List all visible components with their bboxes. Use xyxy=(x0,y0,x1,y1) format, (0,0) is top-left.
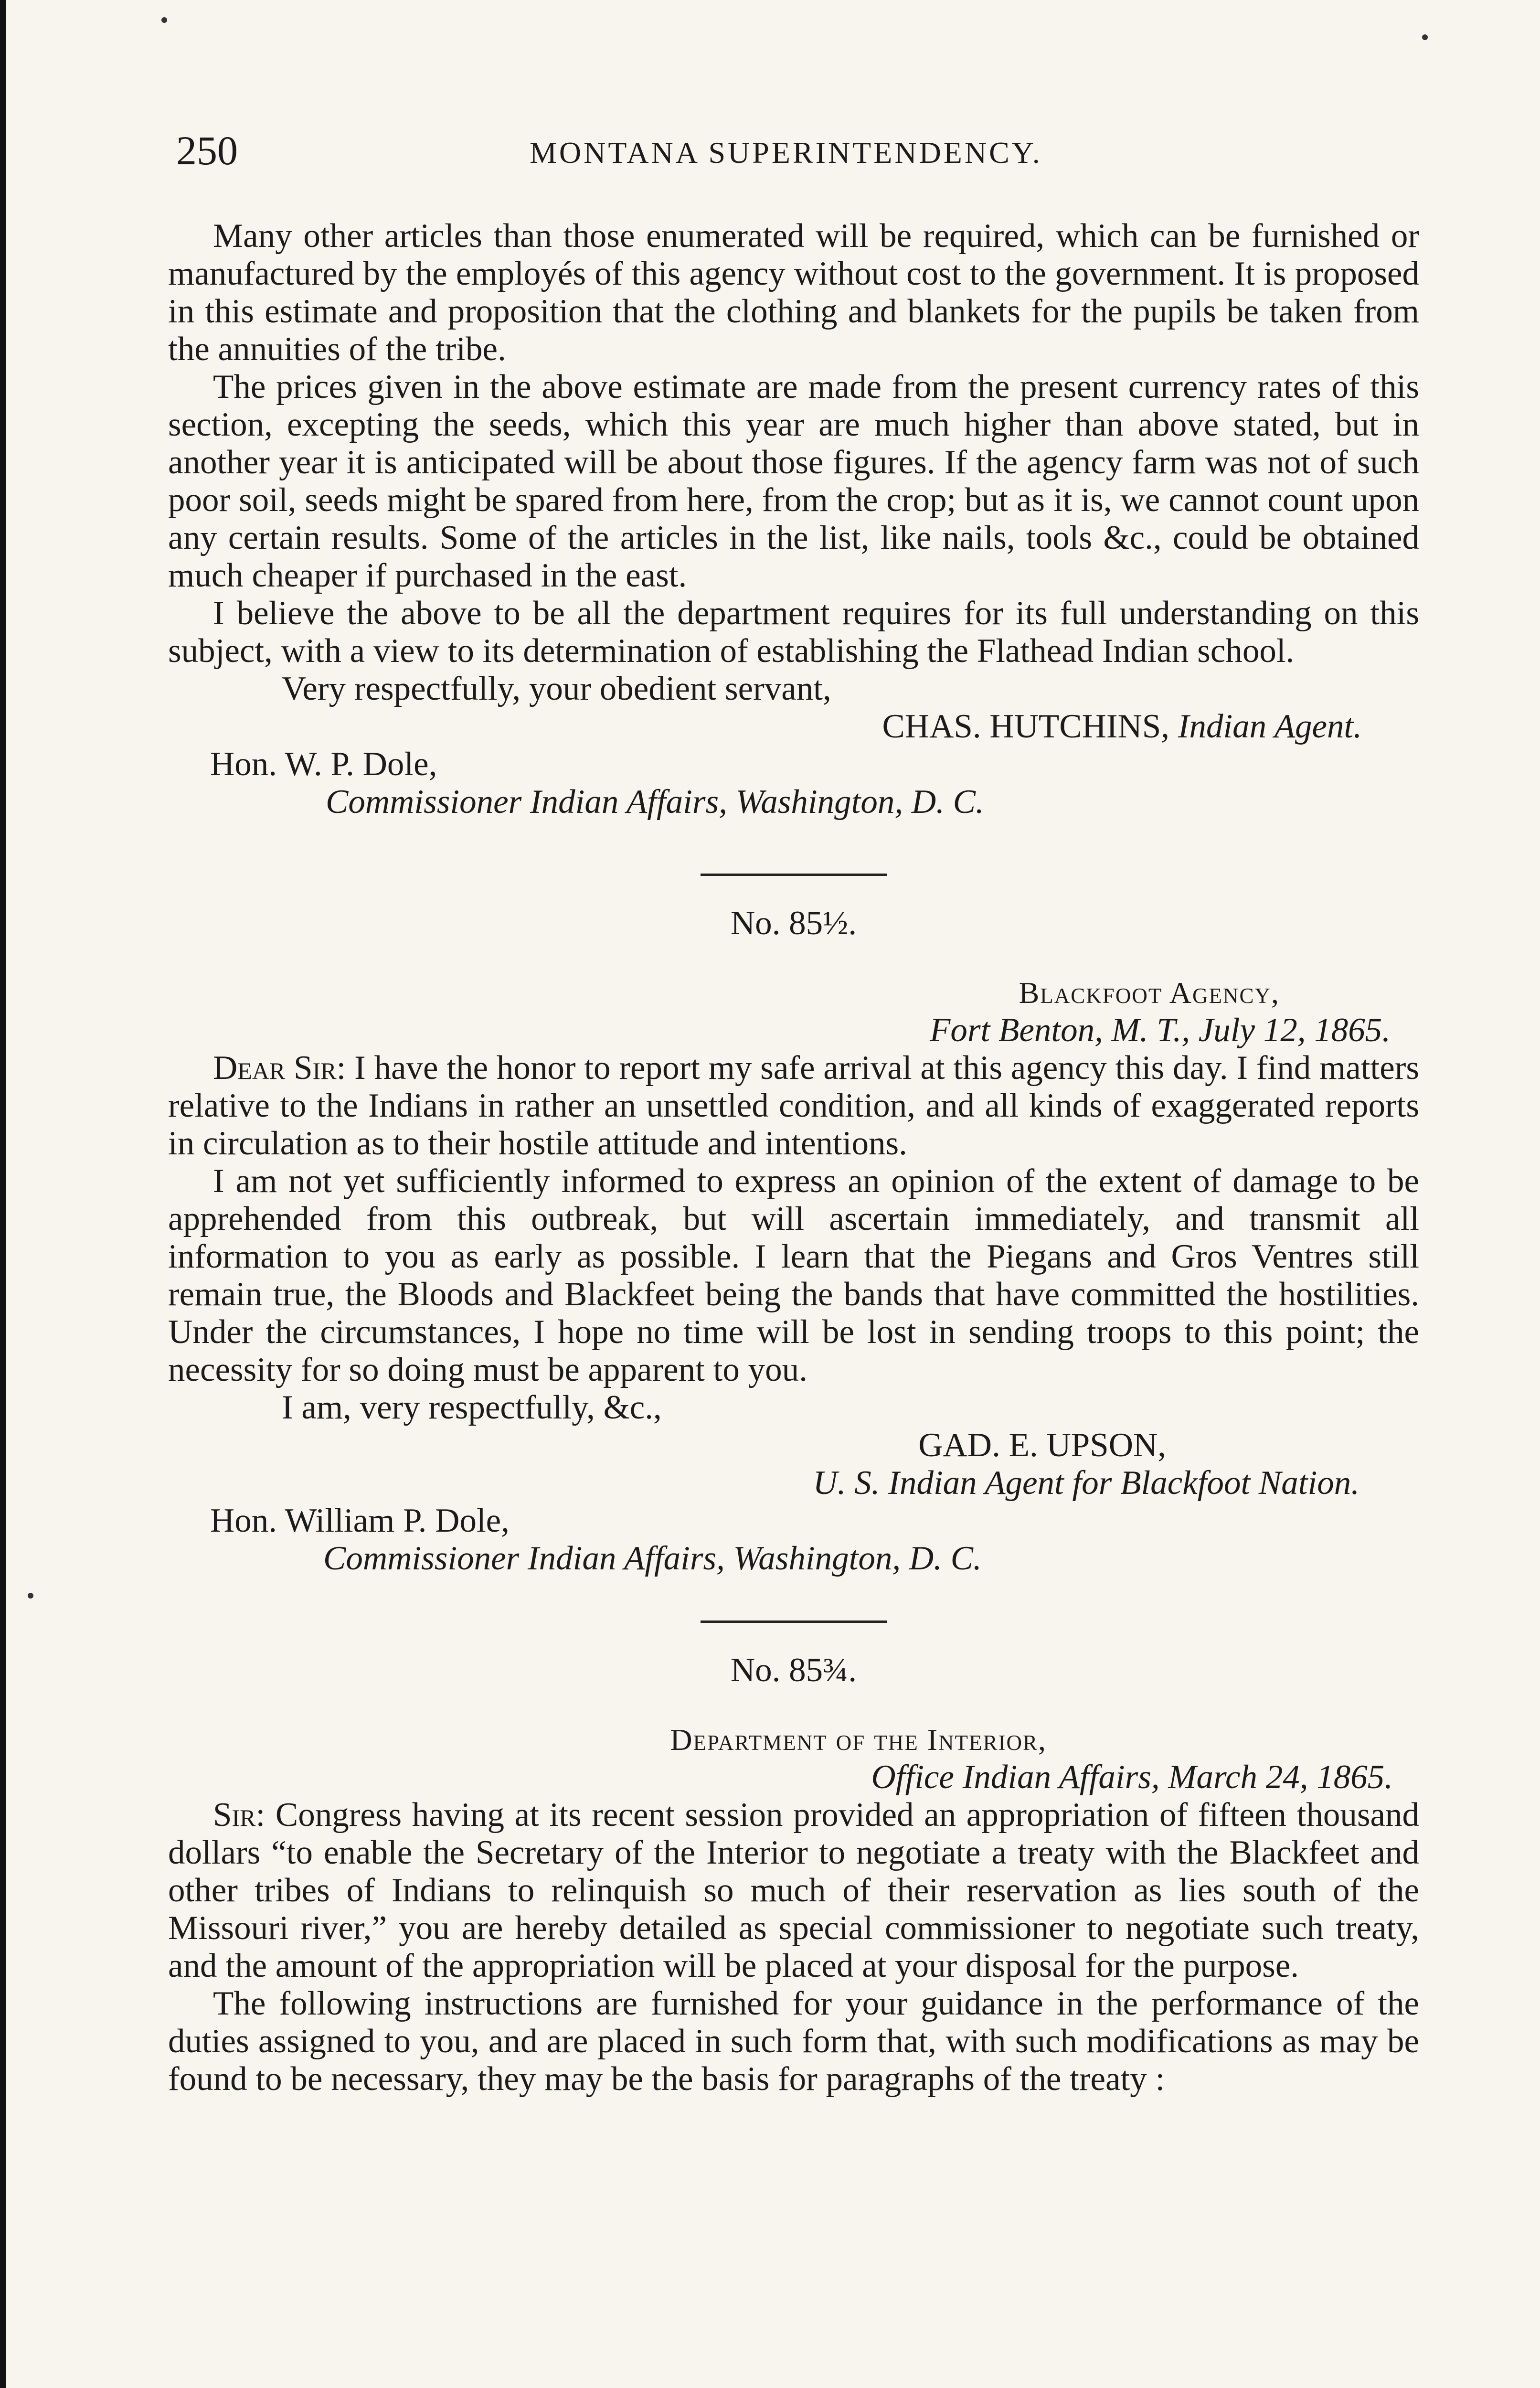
body-paragraph: I am not yet sufficiently informed to express an opinion of the extent of damage to be apprehended from this outbreak, but will ascertain immediately, and transmit all information to you as early as possible. I learn that the Piegans and Gros Ventres still remain true, the Bloods and Blackfeet being the bands that have committed the hostilities. Under the circumstances, I hope no time will be lost in sending troops to this point; the necessity for so doing must be apparent to you. xyxy=(168,1162,1419,1388)
dateline-date: Office Indian Affairs, March 24, 1865. xyxy=(871,1759,1393,1796)
body-paragraph: The following instructions are furnished for your guidance in the performance of the duties assigned to you, and are placed in such form that, with such modifications as may be found to be necessary, they may be the basis for paragraphs of the treaty : xyxy=(168,1985,1419,2098)
addressee-title: Commissioner Indian Affairs, Washington, D. C. xyxy=(326,783,984,821)
complimentary-close: Very respectfully, your obedient servant, xyxy=(282,670,831,707)
running-head: MONTANA SUPERINTENDENCY. xyxy=(530,136,1042,170)
body-paragraph: Many other articles than those enumerated will be required, which can be furnished or manufactured by the employés of this agency without cost to the government. It is proposed in this estimate and proposition that the clothing and blankets for the pupils be taken from the annuities of the tribe. xyxy=(168,217,1419,368)
document-number: No. 85½. xyxy=(730,905,857,942)
signature-name: CHAS. HUTCHINS, xyxy=(882,708,1170,745)
complimentary-close: I am, very respectfully, &c., xyxy=(282,1389,662,1426)
salutation: Dear Sir: xyxy=(213,1049,346,1087)
section-divider xyxy=(701,874,887,876)
addressee-name xyxy=(168,1502,1419,1540)
scan-speck xyxy=(1422,34,1428,40)
scan-speck xyxy=(161,17,167,23)
section-divider xyxy=(701,1620,887,1623)
signature-title: U. S. Indian Agent for Blackfoot Nation. xyxy=(813,1464,1359,1502)
body-paragraph: I believe the above to be all the department requires for its full understanding on this subject, with a view to its determination of establishing the Flathead Indian school. xyxy=(168,595,1419,670)
addressee-name: Hon. W. P. Dole, xyxy=(210,746,437,783)
body-paragraph xyxy=(168,1049,1419,1162)
document-number: No. 85¾. xyxy=(730,1652,857,1689)
body-paragraph xyxy=(168,1796,1419,1985)
addressee-title: Commissioner Indian Affairs, Washington, D. C. xyxy=(323,1540,982,1577)
signature-name: GAD. E. UPSON, xyxy=(918,1427,1166,1464)
body-paragraph: The prices given in the above estimate are made from the present currency rates of this section, excepting the seeds, which this year are much higher than above stated, but in another year it is anticipated will be about those figures. If the agency farm was not of such poor soil, seeds might be spared from here, from the crop; but as it is, we cannot count upon any certain results. Some of the articles in the list, like nails, tools &c., could be obtained much cheaper if purchased in the east. xyxy=(168,368,1419,594)
letter-hutchins xyxy=(168,217,1419,821)
letter-upson xyxy=(168,905,1419,1578)
paragraph-text: Congress having at its recent session provided an appropriation of fifteen thousand dollars “to enable the Secretary of the Interior to negotiate a treaty with the Blackfeet and other tribes of Indians to relinquish so much of their reservation as lies south of the Missouri river,” you are hereby detailed as special commissioner to negotiate such treaty, and the amount of the appropriation will be placed at your disposal for the purpose. xyxy=(168,1796,1420,1984)
scan-speck xyxy=(28,1593,33,1599)
scan-border-left xyxy=(0,0,6,2388)
dateline-place: Department of the Interior, xyxy=(670,1723,1047,1757)
salutation: Sir: xyxy=(213,1796,266,1834)
dateline-place: Blackfoot Agency, xyxy=(1019,976,1280,1010)
dateline-date: Fort Benton, M. T., July 12, 1865. xyxy=(930,1012,1391,1049)
signature-title: Indian Agent. xyxy=(1178,708,1362,745)
page-body xyxy=(168,217,1419,2098)
page-header xyxy=(176,127,1418,179)
signature xyxy=(168,708,1419,746)
addressee-name-text: Hon. William P. Dole, xyxy=(210,1502,510,1539)
letter-department xyxy=(168,1652,1419,2098)
paragraph-text: I have the honor to report my safe arrival at this agency this day. I find matters relative to the Indians in rather an unsettled condition, and all kinds of exaggerated reports in circulation as to their hostile attitude and intentions. xyxy=(168,1049,1420,1162)
page-number: 250 xyxy=(176,128,238,173)
